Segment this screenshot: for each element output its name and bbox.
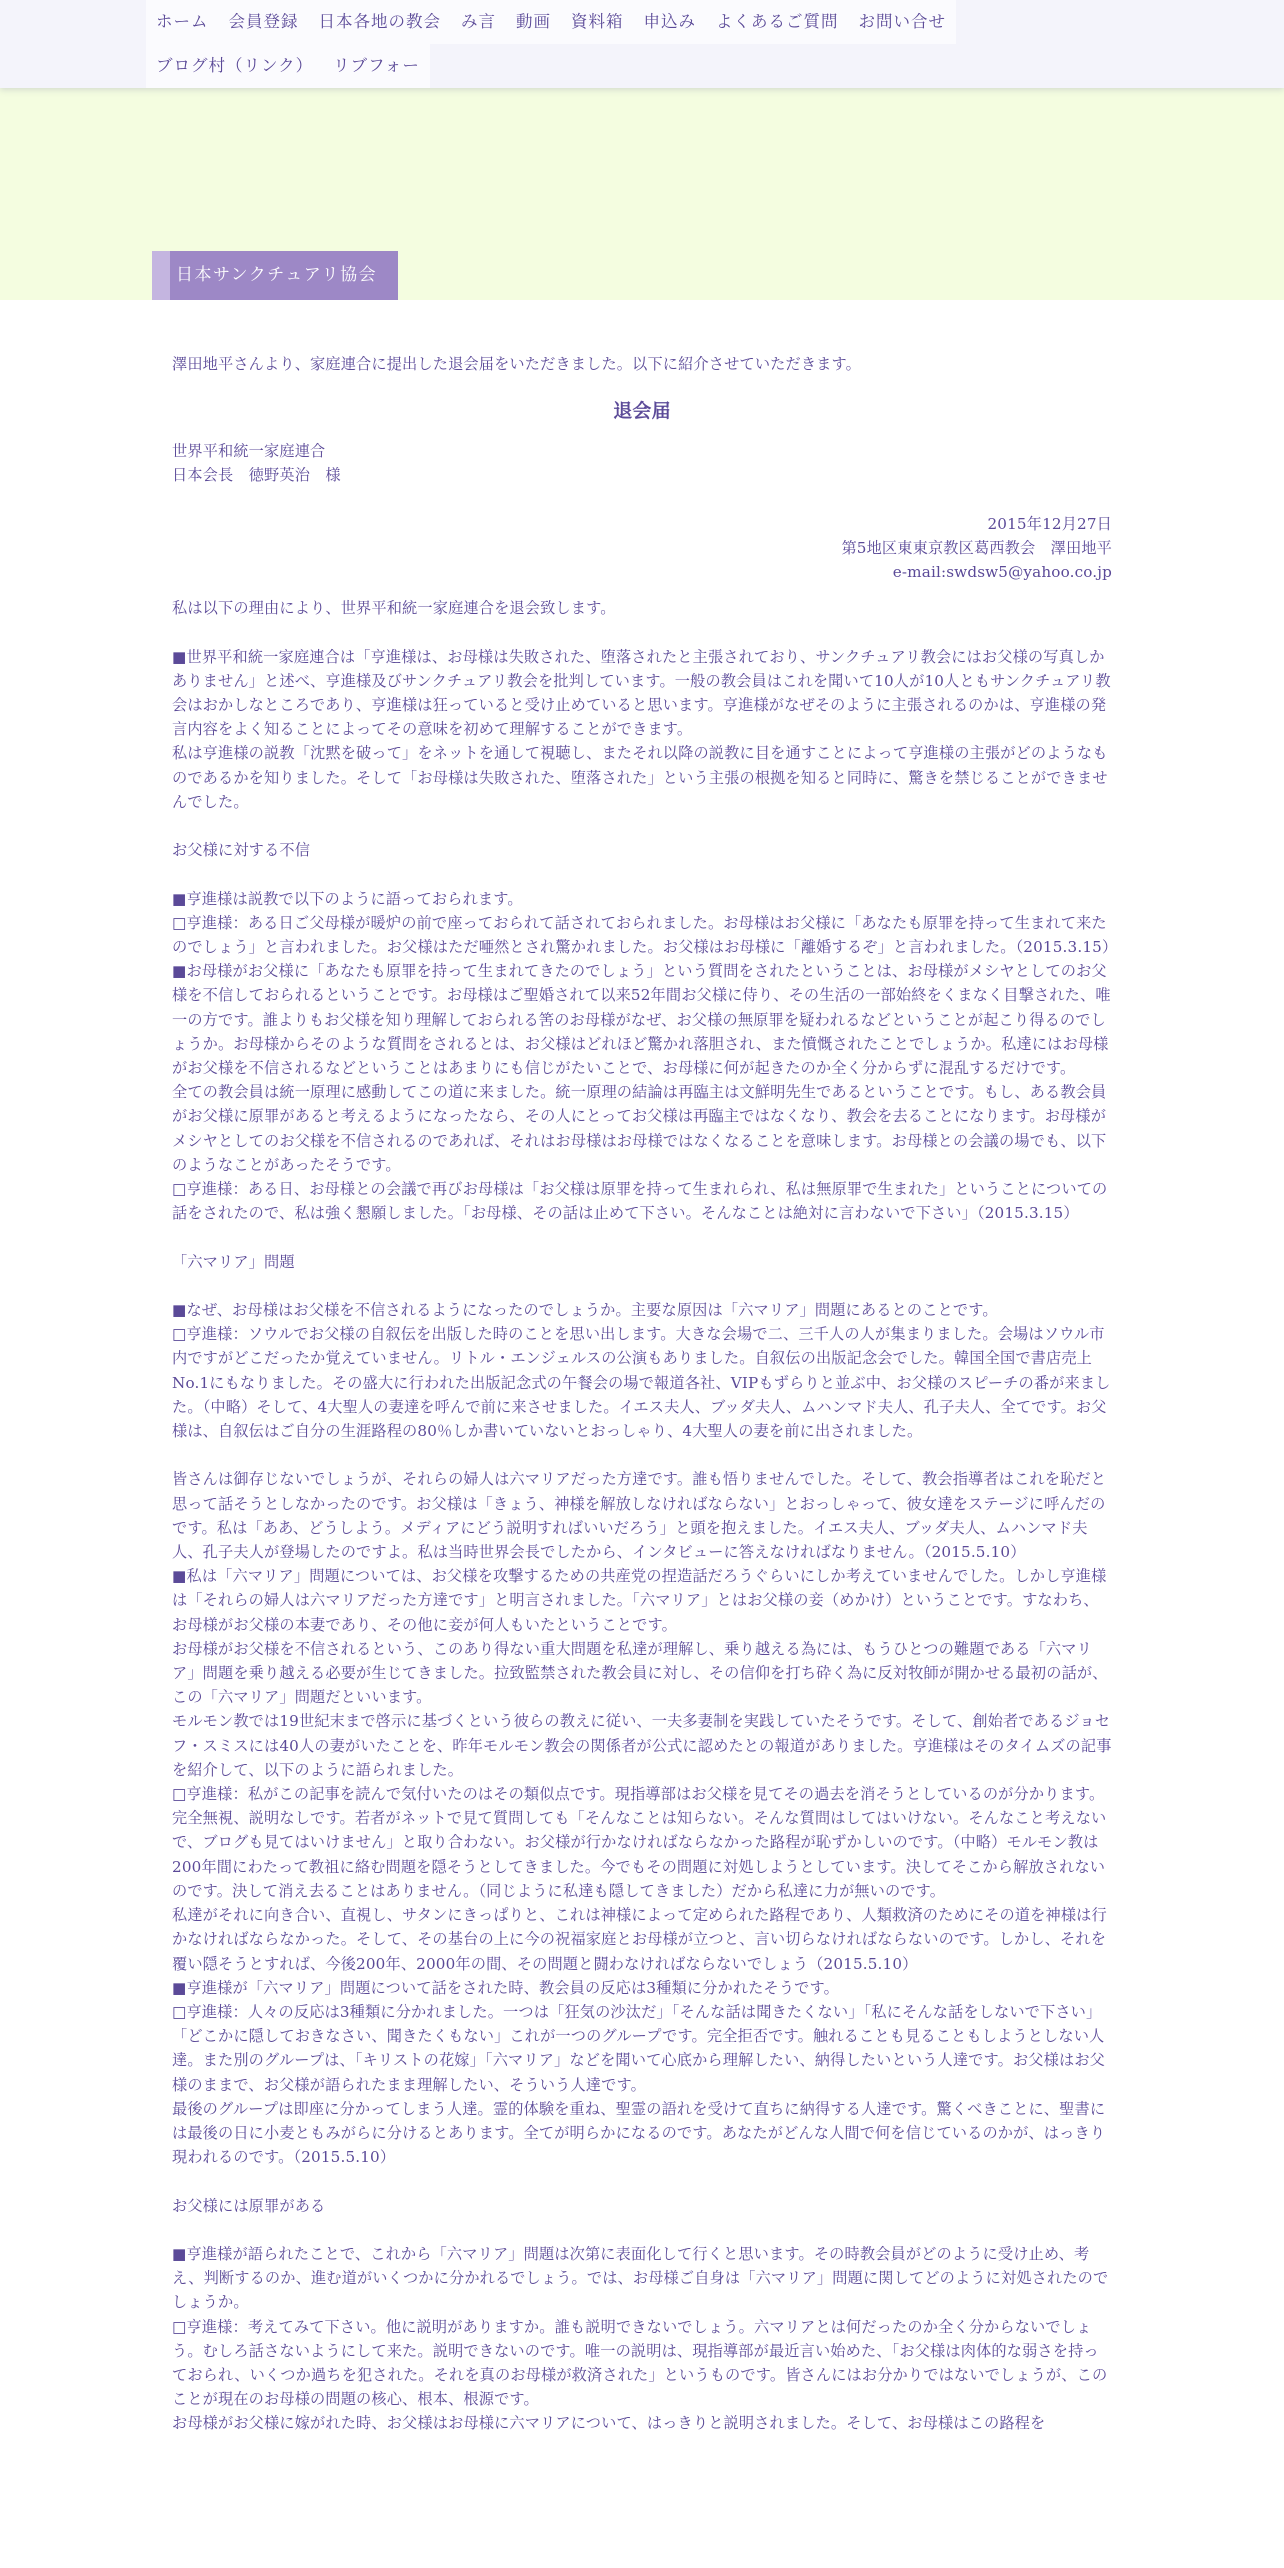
paragraph: □亨進様：私がこの記事を読んで気付いたのはその類似点です。現指導部はお父様を見てその過去を消そうとしているのが分かります。完全無視、説明なしです。若者がネットで見て質問しても「そんなことは知らない。そんな質問はしてはいけない。そんなこと考えないで、ブログも見てはいけません」と取り合わない。お父様が行かなければならなかった路程が恥ずかしいのです。（中略）モルモン教は200年間にわたって教祖に絡む問題を隠そうとしてきました。今でもその問題に対処しようとしています。決してそこから解放されないのです。決して消え去ることはありません。（同じように私達も隠してきました）だから私達に力が無いのです。 xyxy=(172,1785,1107,1900)
nav-videos[interactable]: 動画 xyxy=(506,0,561,44)
document-title: 退会届 xyxy=(613,400,671,423)
paragraph: ■なぜ、お母様はお父様を不信されるようになったのでしょうか。主要な原因は「六マリア」問題にあるとのことです。 xyxy=(172,1301,998,1320)
nav-home[interactable]: ホーム xyxy=(146,0,219,44)
nav-row-secondary xyxy=(146,44,430,88)
paragraph: お母様がお父様に嫁がれた時、お父様はお母様に六マリアについて、はっきりと説明されました。そして、お母様はこの路程を xyxy=(172,2414,1046,2433)
nav-contact[interactable]: お問い合せ xyxy=(849,0,957,44)
paragraph: ■お母様がお父様に「あなたも原罪を持って生まれてきたのでしょう」という質問をされたということは、お母様がメシヤとしてのお父様を不信しておられるということです。お母様はご聖婚されて以来52年間お父様に侍り、その生活の一部始終をくまなく目撃された、唯一の方です。誰よりもお父様を知り理解しておられる筈のお母様がなぜ、お父様の無原罪を疑われるなどということが起こり得るのでしょうか。お母様からそのような質問をされるとは、お父様はどれほど驚かれ落胆され、また憤慨されたことでしょうか。私達にはお母様がお父様を不信されるなどということはあまりにも信じがたいことで、お母様に何が起きたのか全く分からずに混乱するだけです。 xyxy=(172,962,1111,1078)
nav-documents[interactable]: 資料箱 xyxy=(561,0,634,44)
signature-email: e-mail:swdsw5@yahoo.co.jp xyxy=(892,563,1112,582)
nav-churches[interactable]: 日本各地の教会 xyxy=(309,0,452,44)
paragraph: モルモン教では19世紀末まで啓示に基づくという彼らの教えに従い、一夫多妻制を実践していたそうです。そして、創始者であるジョセフ・スミスには40人の妻がいたことを、昨年モルモン教会の関係者が公式に認めたとの報道がありました。亨進様はそのタイムズの記事を紹介して、以下のように語られました。 xyxy=(172,1712,1112,1779)
nav-blog-village[interactable]: ブログ村（リンク） xyxy=(146,44,323,88)
section-heading: お父様には原罪がある xyxy=(172,2196,326,2215)
site-title: 日本サンクチュアリ協会 xyxy=(152,251,398,300)
statement: 私は以下の理由により、世界平和統一家庭連合を退会致します。 xyxy=(172,599,616,618)
paragraph: ■私は「六マリア」問題については、お父様を攻撃するための共産党の捏造話だろうぐらいにしか考えていませんでした。しかし亨進様は「それらの婦人は六マリアだった方達です」と明言されました。「六マリア」とはお父様の妾（めかけ）ということです。すなわち、お母様がお父様の本妻であり、その他に妾が何人もいたということです。 xyxy=(172,1567,1107,1634)
paragraph: ■亨進様が「六マリア」問題について話をされた時、教会員の反応は3種類に分かれたそうです。 xyxy=(172,1978,839,1997)
nav-row-main xyxy=(146,0,956,44)
paragraph: 私は亨進様の説教「沈黙を破って」をネットを通して視聴し、またそれ以降の説教に目を通すことによって亨進様の主張がどのようなものであるかを知りました。そして「お母様は失敗された、堕落された」という主張の根拠を知ると同時に、驚きを禁じることができませんでした。 xyxy=(172,744,1108,811)
addressee-org: 世界平和統一家庭連合 xyxy=(172,442,326,461)
paragraph: ■世界平和統一家庭連合は「亨進様は、お母様は失敗された、堕落されたと主張されており、サンクチュアリ教会にはお父様の写真しかありません」と述べ、亨進様及びサンクチュアリ教会を批判しています。一般の教会員はこれを聞いて10人が10人ともサンクチュアリ教会はおかしなところであり、亨進様は狂っていると受け止めていると思います。亨進様がなぜそのように主張されるのかは、亨進様の発言内容をよく知ることによってその意味を初めて理解することができます。 xyxy=(172,647,1111,739)
paragraph: □亨進様：人々の反応は3種類に分かれました。一つは「狂気の沙汰だ」「そんな話は聞きたくない」「私にそんな話をしないで下さい」「どこかに隠しておきなさい、聞きたくもない」これが一つのグループです。完全拒否です。触れることも見ることもしようとしない人達。また別のグループは、「キリストの花嫁」「六マリア」などを聞いて心底から理解したい、納得したいという人達です。お父様はお父様のままで、お父様が語られたまま理解したい、そういう人達です。 xyxy=(172,2002,1105,2094)
paragraph: ■亨進様が語られたことで、これから「六マリア」問題は次第に表面化して行くと思います。その時教会員がどのように受け止め、考え、判断するのか、進む道がいくつかに分かれるでしょう。では、お母様ご自身は「六マリア」問題に関してどのように対処されたのでしょうか。 xyxy=(172,2244,1109,2312)
signature-block xyxy=(172,512,1112,585)
section-heading: 「六マリア」問題 xyxy=(172,1252,295,1271)
nav-words[interactable]: み言 xyxy=(451,0,506,44)
nav-faq[interactable]: よくあるご質問 xyxy=(706,0,849,44)
paragraph: □亨進様：ある日ご父母様が暖炉の前で座っておられて話されておられました。お母様はお父様に「あなたも原罪を持って生まれて来たのでしょう」と言われました。お父様はただ唖然とされ驚かれました。お父様はお母様に「離婚するぞ」と言われました。（2015.3.15） xyxy=(172,913,1118,957)
nav-application[interactable]: 申込み xyxy=(634,0,707,44)
paragraph: 私達がそれに向き合い、直視し、サタンにきっぱりと、これは神様によって定められた路程であり、人類救済のためにその道を神様は行かなければならなかった。そして、その基台の上に今の祝福家庭とお母様が立つと、言い切らなければならないのです。しかし、それを覆い隠そうとすれば、今後200年、2000年の間、その問題と闘わなければならないでしょう（2015.5.10） xyxy=(172,1906,1107,1973)
paragraph: 最後のグループは即座に分かってしまう人達。霊的体験を重ね、聖霊の語れを受けて直ちに納得する人達です。驚くべきことに、聖書には最後の日に小麦ともみがらに分けるとあります。全てが明らかになるのです。あなたがどんな人間で何を信じているのかが、はっきり現われるのです。（2015.5.10） xyxy=(172,2099,1106,2167)
section-heading: お父様に対する不信 xyxy=(172,841,311,860)
nav-libfor[interactable]: リブフォー xyxy=(323,44,430,88)
paragraph: お母様がお父様を不信されるという、このあり得ない重大問題を私達が理解し、乗り越える為には、もうひとつの難題である「六マリア」問題を乗り越える必要が生じてきました。拉致監禁された教会員に対し、その信仰を打ち砕く為に反対牧師が開かせる最初の話が、この「六マリア」問題だといいます。 xyxy=(172,1639,1108,1707)
signature-date: 2015年12月27日 xyxy=(987,514,1112,533)
signature-name: 第5地区東東京教区葛西教会 澤田地平 xyxy=(841,538,1112,557)
top-navigation xyxy=(0,0,1284,88)
paragraph: ■亨進様は説教で以下のように語っておられます。 xyxy=(172,889,523,908)
addressee-person: 日本会長 徳野英治 様 xyxy=(172,466,341,485)
paragraph: □亨進様：考えてみて下さい。他に説明がありますか。誰も説明できないでしょう。六マリアとは何だったのか全く分からないでしょう。むしろ話さないようにして来た。説明できないのです。唯一の説明は、現指導部が最近言い始めた、「お父様は肉体的な弱さを持っておられ、いくつか過ちを犯された。それを真のお母様が救済された」というものです。皆さんにはお分かりではないでしょうが、このことが現在のお母様の問題の核心、根本、根源です。 xyxy=(172,2317,1108,2409)
paragraph: 皆さんは御存じないでしょうが、それらの婦人は六マリアだった方達です。誰も悟りませんでした。そして、教会指導者はこれを恥だと思って話そうとしなかったのです。お父様は「きょう、神様を解放しなければならない」とおっしゃって、彼女達をステージに呼んだのです。私は「ああ、どうしよう。メディアにどう説明すればいいだろう」と頭を抱えました。イエス夫人、ブッダ夫人、ムハンマド夫人、孔子夫人が登場したのですよ。私は当時世界会長でしたから、インタビューに答えなければなりません。（2015.5.10） xyxy=(172,1470,1107,1562)
paragraph: □亨進様：ソウルでお父様の自叙伝を出版した時のことを思い出します。大きな会場で二、三千人の人が集まりました。会場はソウル市内ですがどこだったか覚えていません。リトル・エンジェルスの公演もありました。自叙伝の出版記念会でした。韓国全国で書店売上No.1にもなりました。その盛大に行われた出版記念式の午餐会の場で報道各社、VIPもずらりと並ぶ中、お父様のスピーチの番が来ました。（中略）そして、4大聖人の妻達を呼んで前に来させました。イエス夫人、ブッダ夫人、ムハンマド夫人、孔子夫人、全てです。お父様は、自叙伝はご自分の生涯路程の80％しか書いていないとおっしゃり、4大聖人の妻を前に出されました。 xyxy=(172,1325,1111,1441)
article-intro: 澤田地平さんより、家庭連合に提出した退会届をいただきました。以下に紹介させていただきます。 xyxy=(172,355,861,373)
article-content xyxy=(172,300,1118,2436)
paragraph: 全ての教会員は統一原理に感動してこの道に来ました。統一原理の結論は再臨主は文鮮明先生であるということです。もし、ある教会員がお父様に原罪があると考えるようになったなら、その人にとってお父様は再臨主ではなくなり、教会を去ることになります。お母様がメシヤとしてのお父様を不信されるのであれば、それはお母様はお母様ではなくなることを意味します。お母様との会議の場でも、以下のようなことがあったそうです。 xyxy=(172,1083,1107,1174)
addressee xyxy=(172,439,1112,487)
nav-member-registration[interactable]: 会員登録 xyxy=(219,0,309,44)
paragraph: □亨進様：ある日、お母様との会議で再びお母様は「お父様は原罪を持って生まれられ、私は無原罪で生まれた」ということについての話をされたので、私は強く懇願しました。「お母様、その話は止めて下さい。そんなことは絶対に言わないで下さい」（2015.3.15） xyxy=(172,1180,1108,1223)
